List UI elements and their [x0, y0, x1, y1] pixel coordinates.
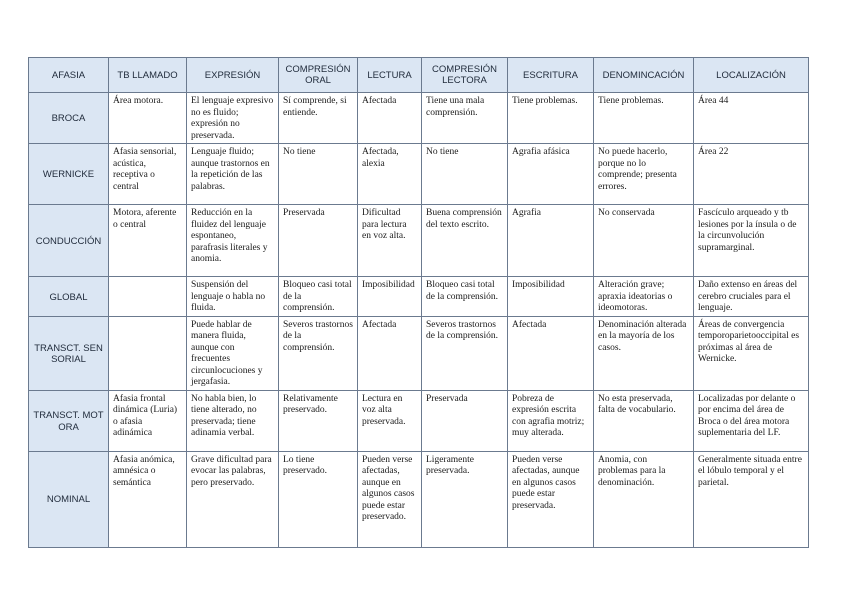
table-cell: Tiene una mala comprensión. — [422, 93, 508, 144]
table-cell: Tiene problemas. — [508, 93, 594, 144]
header-afasia: AFASIA — [29, 58, 109, 93]
table-cell: Ligeramente preservada. — [422, 451, 508, 547]
header-compresion-lectora: COMPRESIÓN LECTORA — [422, 58, 508, 93]
table-cell: Localizadas por delante o por encima del área de Broca o del área motora suplementaria del LF. — [694, 390, 809, 451]
table-row — [29, 277, 809, 317]
table-cell: Preservada — [279, 205, 358, 277]
table-row — [29, 316, 809, 390]
row-header-wernicke: WERNICKE — [29, 144, 109, 205]
header-lectura: LECTURA — [358, 58, 422, 93]
table-cell: No habla bien, lo tiene alterado, no preservada; tiene adinamia verbal. — [187, 390, 279, 451]
row-header-broca: BROCA — [29, 93, 109, 144]
table-cell: Sí comprende, si entiende. — [279, 93, 358, 144]
table-cell: Lenguaje fluido; aunque trastornos en la repetición de las palabras. — [187, 144, 279, 205]
row-header-global: GLOBAL — [29, 277, 109, 317]
header-localizacion: LOCALIZACIÓN — [694, 58, 809, 93]
table-cell — [109, 277, 187, 317]
header-tb-llamado: TB LLAMADO — [109, 58, 187, 93]
table-cell: Dificultad para lectura en voz alta. — [358, 205, 422, 277]
row-header-nominal: NOMINAL — [29, 451, 109, 547]
table-cell: Generalmente situada entre el lóbulo temporal y el parietal. — [694, 451, 809, 547]
table-cell: No conservada — [594, 205, 694, 277]
table-cell: Bloqueo casi total de la comprensión. — [422, 277, 508, 317]
table-cell: Daño extenso en áreas del cerebro cruciales para el lenguaje. — [694, 277, 809, 317]
table-cell: Grave dificultad para evocar las palabras, pero preservado. — [187, 451, 279, 547]
table-cell: Pobreza de expresión escrita con agrafia motriz; muy alterada. — [508, 390, 594, 451]
table-cell: No esta preservada, falta de vocabulario. — [594, 390, 694, 451]
table-cell: Área 22 — [694, 144, 809, 205]
table-cell: Relativamente preservado. — [279, 390, 358, 451]
header-escritura: ESCRITURA — [508, 58, 594, 93]
table-row — [29, 144, 809, 205]
table-cell: Áreas de convergencia temporoparietooccipital es próximas al área de Wernicke. — [694, 316, 809, 390]
table-cell: Severos trastornos de la comprensión. — [422, 316, 508, 390]
table-cell: Anomia, con problemas para la denominación. — [594, 451, 694, 547]
table-row — [29, 93, 809, 144]
table-cell: Tiene problemas. — [594, 93, 694, 144]
table-cell: Pueden verse afectadas, aunque en algunos casos puede estar preservado. — [358, 451, 422, 547]
table-cell: Afectada — [358, 93, 422, 144]
table-cell: No puede hacerlo, porque no lo comprende; presenta errores. — [594, 144, 694, 205]
header-row — [29, 58, 809, 93]
table-cell: El lenguaje expresivo no es fluido; expresión no preservada. — [187, 93, 279, 144]
table-cell: No tiene — [422, 144, 508, 205]
row-header-transct-motora: TRANSCT. MOTORA — [29, 390, 109, 451]
table-cell: Imposibilidad — [358, 277, 422, 317]
row-header-conduccion: CONDUCCIÓN — [29, 205, 109, 277]
table-cell: Preservada — [422, 390, 508, 451]
table-cell: Afectada — [508, 316, 594, 390]
table-cell: Reducción en la fluidez del lenguaje espontaneo, parafrasis literales y anomia. — [187, 205, 279, 277]
row-header-transct-sensorial: TRANSCT. SENSORIAL — [29, 316, 109, 390]
table-cell: No tiene — [279, 144, 358, 205]
table-cell: Lo tiene preservado. — [279, 451, 358, 547]
table-cell: Fascículo arqueado y tb lesiones por la ínsula o de la circunvolución supramarginal. — [694, 205, 809, 277]
table-cell: Área 44 — [694, 93, 809, 144]
table-row — [29, 451, 809, 547]
table-cell: Afasia frontal dinámica (Luria) o afasia adinámica — [109, 390, 187, 451]
table-cell: Motora, aferente o central — [109, 205, 187, 277]
table-cell: Lectura en voz alta preservada. — [358, 390, 422, 451]
table-cell: Afectada, alexia — [358, 144, 422, 205]
table-cell: Imposibilidad — [508, 277, 594, 317]
table-cell — [109, 316, 187, 390]
table-cell: Severos trastornos de la comprensión. — [279, 316, 358, 390]
header-compresion-oral: COMPRESIÓN ORAL — [279, 58, 358, 93]
table-cell: Suspensión del lenguaje o habla no fluida. — [187, 277, 279, 317]
header-denominacion: DENOMINCACIÓN — [594, 58, 694, 93]
table-cell: Afasia sensorial, acústica, receptiva o central — [109, 144, 187, 205]
header-expresion: EXPRESIÓN — [187, 58, 279, 93]
table-cell: Área motora. — [109, 93, 187, 144]
table-cell: Bloqueo casi total de la comprensión. — [279, 277, 358, 317]
table-cell: Denominación alterada en la mayoría de los casos. — [594, 316, 694, 390]
table-row — [29, 390, 809, 451]
table-row — [29, 205, 809, 277]
table-cell: Agrafia — [508, 205, 594, 277]
table-cell: Alteración grave; apraxia ideatorias o ideomotoras. — [594, 277, 694, 317]
table-cell: Afasia anómica, amnésica o semántica — [109, 451, 187, 547]
aphasia-table — [28, 57, 809, 548]
table-cell: Puede hablar de manera fluida, aunque con frecuentes circunlocuciones y jergafasia. — [187, 316, 279, 390]
table-cell: Pueden verse afectadas, aunque en algunos casos puede estar preservada. — [508, 451, 594, 547]
table-cell: Agrafia afásica — [508, 144, 594, 205]
table-cell: Afectada — [358, 316, 422, 390]
table-cell: Buena comprensión del texto escrito. — [422, 205, 508, 277]
